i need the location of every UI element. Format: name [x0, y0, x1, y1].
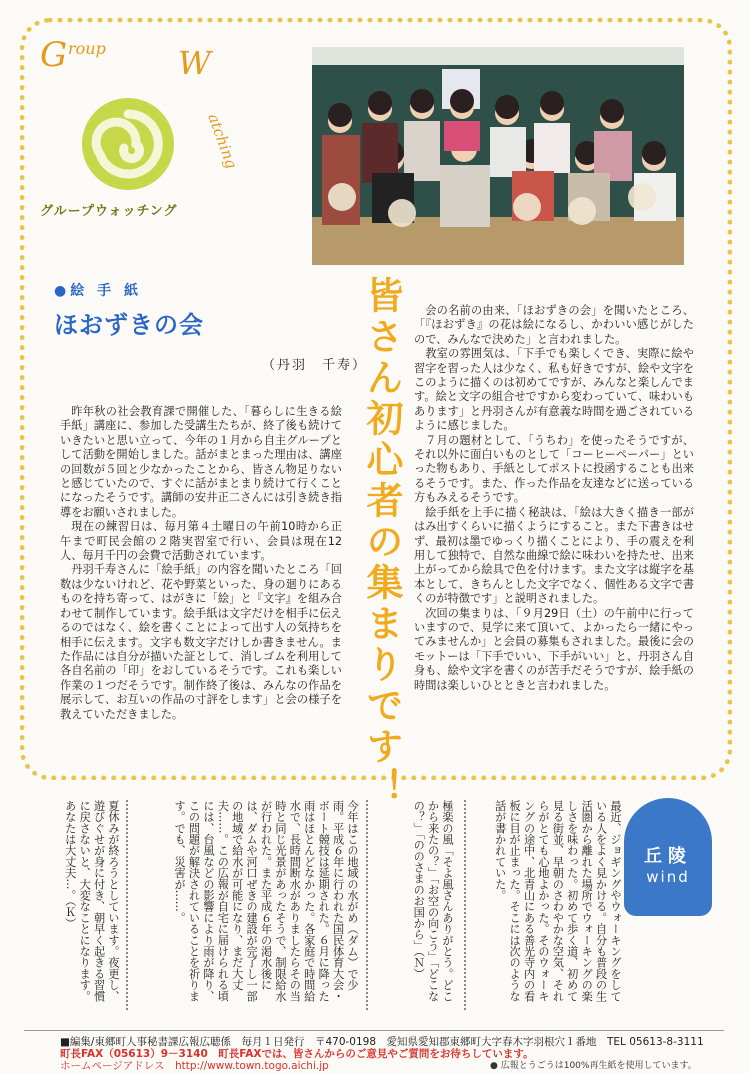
- paragraph: 昨年秋の社会教育課で開催した、「暮らしに生きる絵手紙」講座に、参加した受講生たちが、終了後も続けていきたいと思い立って、今年の１月から自主グループとして活動を開始しました。話がまとまった理由は、講座の回数が５回と少なかったことから、皆さん物足りないと感じていたので、すぐに話がまとまり続けて行くことになったそうです。講師の安井正二さんには引き続き指導をお願いされました。: [60, 405, 342, 519]
- column-divider: [126, 800, 128, 1010]
- svg-text:roup: roup: [68, 39, 106, 58]
- paragraph: 次回の集まりは、「９月29日（土）の午前中に行っていますので、見学に来て頂いて、よかったら一緒にやってみませんか」と会員の募集もされました。最後に会のモットーは「下手でいい、下手がいい」と、丹羽さん自身も、絵や文字を書くのが苦手だそうですが、絵手紙の時間は楽しいひとときと言われました。: [414, 606, 694, 692]
- paragraph: ７月の題材として、「うちわ」を使ったそうですが、それ以外に面白いものとして「コーヒーペーパー」といった物もあり、手紙としてポストに投函することも出来るそうです。また、作った作品を友達などに送っている方もみえるそうです。: [414, 433, 694, 505]
- footer-homepage[interactable]: ホームページアドレス http://www.town.togo.aichi.jp: [60, 1060, 329, 1072]
- wind-column-1: 最近、ジョギングやウォーキングをしている人をよく見かける。自分も普段の生活圏から離れた場所でウォーキングの楽しさを味わった。初めて歩く道、初めて見る街並、早朝のさわやかな空気、それらがとても心地よかった。そのウォーキングの途中、北青山にある善光寺内の看板に目が止まった。そこには次のような話が書かれていた。: [493, 800, 622, 1002]
- vertical-headline: 皆さん初心者の集まりです！: [360, 276, 403, 809]
- paragraph: 丹羽千寿さんに「絵手紙」の内容を聞いたところ「回数は少ないけれど、花や野菜といった、身の廻りにあるものを持ち寄って、はがきに「絵」と『文字』を組み合わせて制作しています。絵手紙は文字だけを相手に伝えるのではなく、絵を書くことによって出す人の気持ちを相手に伝えます。文字も数文字だけしか書きません。また作品には自分が描いた証として、消しゴムを利用して各自名前の「印」をおしているそうです。これも楽しい作業の１つだそうです。制作終了後は、みんなの作品を展示して、お互いの作品の寸評をします」と会の様子を教えていただきました。: [60, 563, 342, 721]
- wind-column-2: 極楽の風「そよ風さんありがとう。どこから来たの？」「お空の向こう」「どこなの？」「ののさまのお国から」（Ｎ）: [412, 800, 454, 1002]
- svg-text:W: W: [178, 44, 211, 82]
- column-divider: [464, 800, 466, 1010]
- footer-editor: ■編集/東郷町人事秘書課広報広聴係 毎月１日発行 〒470-0198 愛知県愛知郡東郷町大字春木字羽根穴１番地 TEL 05613-8-3111: [60, 1036, 704, 1048]
- wind-badge-sub: wind: [646, 868, 690, 886]
- column-divider: [366, 800, 368, 1010]
- paragraph: 教室の雰囲気は、「下手でも楽しくでき、実際に絵や習字を習った人は少なく、私も好きですが、絵や文字をこのように描くのは初めてですが、みんなと楽しんでます。絵と文字の組合せですから変わっていて、味わいもあります」と丹羽さんが有意義な時間を過ごされているように感じました。: [414, 347, 694, 433]
- paragraph: 会の名前の由来、「ほおずきの会」を聞いたところ、「『ほおずき』の花は絵になるし、かわいい感じがしたので、みんなで決めた」と言われました。: [414, 304, 694, 346]
- paragraph: 現在の練習日は、毎月第４土曜日の午前10時から正午まで町民会館の２階実習室で行い、会員は現在12人、毎月千円の会費で活動されています。: [60, 520, 342, 563]
- article-left-column: [60, 405, 342, 722]
- wind-column-4: 夏休みが終ろうとしています。夜更し、遊びぐせが身に付き、朝早く起きる習慣に戻さないと、大変なことになります。あなたは大丈夫…。（Ｋ）: [63, 800, 120, 1002]
- footer-divider: [24, 1030, 724, 1031]
- article-author: （丹羽 千寿）: [262, 358, 368, 373]
- article-right-column: [414, 304, 694, 693]
- group-watching-logo: [28, 26, 288, 226]
- group-watching-label: グループウォッチング: [40, 204, 178, 219]
- group-photo: [312, 47, 684, 265]
- paragraph: 絵手紙を上手に描く秘訣は、「絵は大きく描き一部がはみ出すくらいに描くようにすること。また下書きはせず、最初は墨でゆっくり描くことにより、手の震えを利用して独特で、自然な曲線で絵に味わいを持たせ、出来上がってから絵具で色を付けます。また文字は縦字を基本として、きちんとした文字でなく、個性ある文字で書くのが特徴です」と説明されました。: [414, 505, 694, 606]
- wind-badge-title: 丘陵: [644, 846, 692, 867]
- svg-text:atching: atching: [204, 111, 241, 172]
- wind-column-3: 今年はこの地域の水がめ（ダム）で少雨。平成６年に行われた国民体育大会・ボート競技は延期された。６月に降った雨はほとんどなかった。各家庭で時間給水で、長時間断水がありましたらその当時と同じ光景があったそうで、制限給水が行われた。また平成６年の渇水後には、ダムや河口ぜきの建設が完了し一部の地域で給水が可能になり、まだ大丈夫……。この広報が自宅に届けられる頃には、台風などの影響により雨が降り、この問題が解決されていることを祈ります。でも、災害が……。: [173, 800, 359, 1002]
- svg-text:G: G: [40, 35, 68, 75]
- wind-column-section: [24, 800, 724, 1030]
- wind-badge: [624, 798, 712, 916]
- article-title: ほおずきの会: [54, 311, 204, 339]
- article-category: ●絵 手 紙: [54, 283, 142, 299]
- recycle-note: ● 広報とうごうは100%再生紙を使用しています。: [490, 1061, 697, 1071]
- footer-fax: 町長FAX（05613）9－3140 町長FAXでは、皆さんからのご意見やご質問をお待ちしています。: [60, 1048, 534, 1060]
